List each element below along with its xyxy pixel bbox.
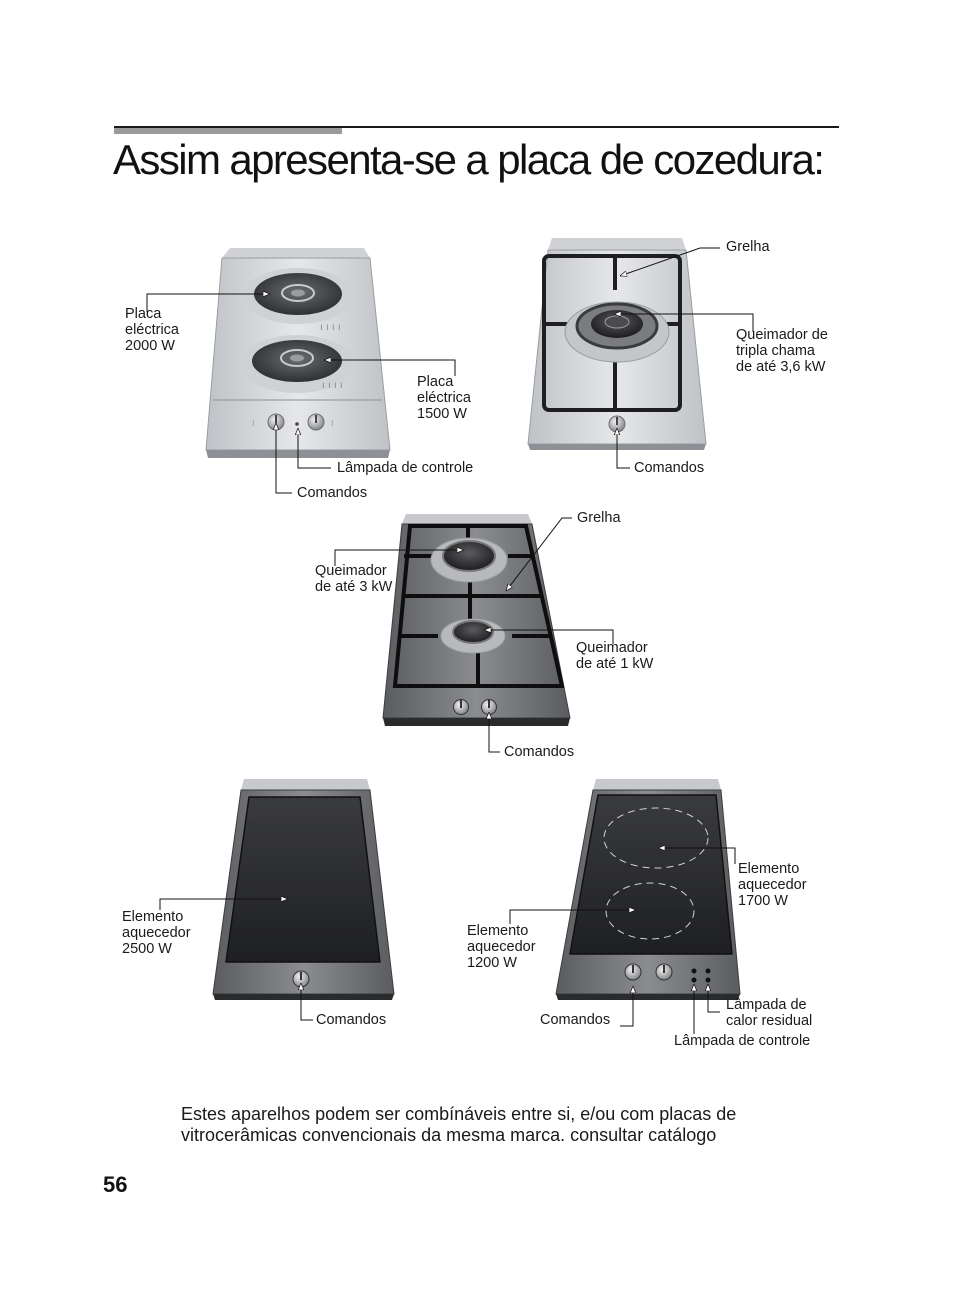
page-title: Assim apresenta-se a placa de cozedura:: [113, 136, 824, 183]
label-controls-vitro: Comandos: [540, 1012, 611, 1028]
svg-text:⁝: ⁝: [252, 419, 255, 428]
label-control-lamp: Lâmpada de controle: [337, 460, 474, 476]
label-triple-burner: Queimador de tripla chama de até 3,6 kW: [736, 327, 828, 375]
label-grate-triple: Grelha: [726, 239, 770, 255]
label-electric-plate-1500w: Placa eléctrica 1500 W: [417, 374, 471, 422]
svg-text:ı ı ı ı: ı ı ı ı: [320, 322, 341, 333]
gas-two-burner-cooktop: [335, 514, 613, 752]
label-grate-two-burner: Grelha: [577, 510, 621, 526]
label-controls-two-burner: Comandos: [504, 744, 575, 760]
teppan-cooktop: [160, 779, 394, 1020]
vitroceramic-cooktop: [510, 779, 740, 1034]
gas-triple-cooktop: [528, 238, 753, 468]
label-element-2500w: Elemento aquecedor 2500 W: [122, 909, 191, 957]
label-element-1700w: Elemento aquecedor 1700 W: [738, 861, 807, 909]
label-burner-3kw: Queimador de até 3 kW: [315, 563, 393, 595]
label-electric-plate-2000w: Placa eléctrica 2000 W: [125, 306, 179, 354]
page-number: 56: [103, 1172, 128, 1197]
footnote-line-1: Estes aparelhos podem ser combínáveis entre si, e/ou com placas de: [181, 1104, 737, 1124]
footnote: [181, 1104, 821, 1146]
electric-plates-cooktop: [147, 248, 455, 493]
label-burner-1kw: Queimador de até 1 kW: [576, 640, 654, 672]
svg-text:ı ı ı ı: ı ı ı ı: [322, 380, 343, 391]
label-control-lamp-vitro: Lâmpada de controle: [674, 1033, 811, 1049]
label-controls-teppan: Comandos: [316, 1012, 387, 1028]
label-element-1200w: Elemento aquecedor 1200 W: [467, 923, 536, 971]
svg-text:⁝: ⁝: [331, 419, 334, 428]
label-controls-triple: Comandos: [634, 460, 705, 476]
footnote-line-2: vitrocerâmicas convencionais da mesma marca. consultar catálogo: [181, 1125, 717, 1145]
label-residual-heat-lamp: Lâmpada de calor residual: [726, 997, 813, 1029]
label-controls-electric: Comandos: [297, 485, 368, 501]
